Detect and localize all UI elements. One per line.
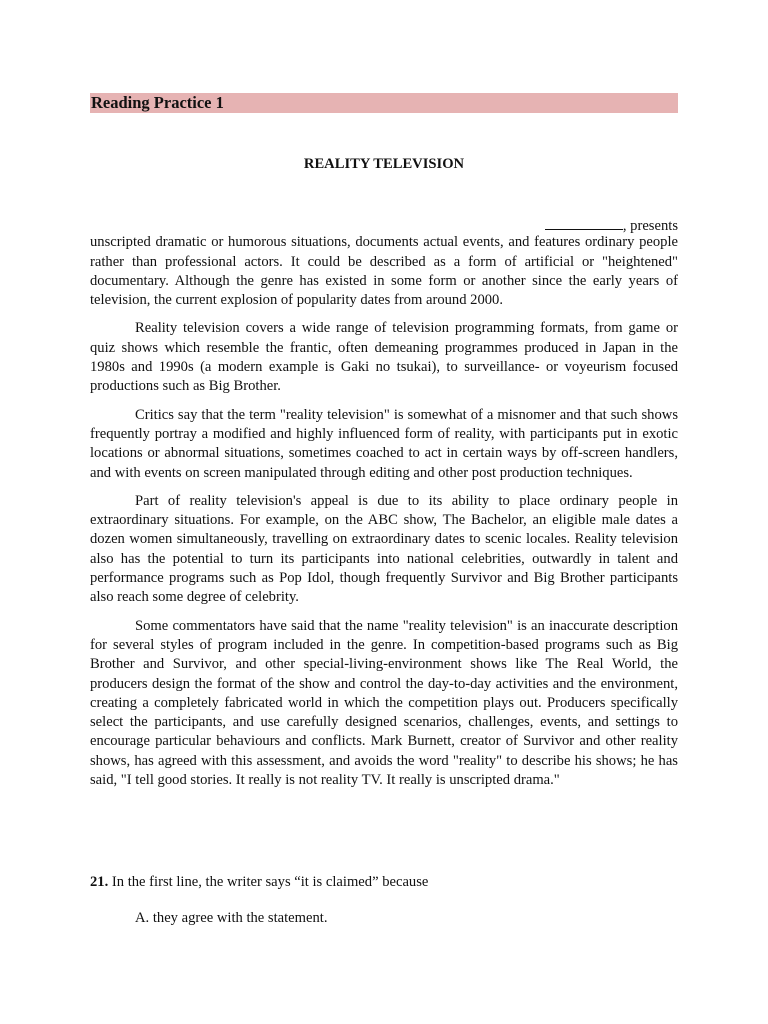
question-number: 21. <box>90 874 109 890</box>
article-title: REALITY TELEVISION <box>303 156 465 172</box>
paragraph-3: Critics say that the term "reality television" is somewhat of a misnomer and that such shows frequently portray a modified and highly influenced form of reality, with participants put in exotic locations or abnormal situations, sometimes coached to act in certain ways by off-screen handlers, and with events on screen manipulated through editing and other post production techniques. <box>90 406 678 481</box>
question-stem <box>90 873 678 892</box>
question-21 <box>90 873 678 929</box>
section-title: Reading Practice 1 <box>91 93 224 112</box>
question-text: In the first line, the writer says “it is claimed” because <box>108 874 429 890</box>
answer-blank <box>545 214 623 230</box>
paragraph-4: Part of reality television's appeal is due to its ability to place ordinary people in extraordinary situations. For example, on the ABC show, The Bachelor, an eligible male dates a dozen women simultaneously, travelling on extraordinary dates to scenic locales. Reality television also has the potential to turn its participants into national celebrities, outwardly in talent and performance programs such as Pop Idol, though frequently Survivor and Big Brother participants also reach some degree of celebrity. <box>90 492 678 606</box>
first-line <box>90 214 678 233</box>
article-body <box>90 214 678 799</box>
paragraph-1: unscripted dramatic or humorous situations, documents actual events, and features ordinary people rather than professional actors. It could be described as a form of artificial or "heightened" documentary. Although the genre has existed in some form or another since the early years of television, the current explosion of popularity dates from around 2000. <box>90 234 678 309</box>
paragraph-5: Some commentators have said that the name "reality television" is an inaccurate description for several styles of program included in the genre. In competition-based programs such as Big Brother and Survivor, and other special-living-environment shows like The Real World, the producers design the format of the show and control the day-to-day activities and the environment, creating a completely fabricated world in which the competition plays out. Producers specifically select the participants, and use carefully designed scenarios, challenges, events, and settings to encourage particular behaviours and conflicts. Mark Burnett, creator of Survivor and other reality shows, has agreed with this assessment, and avoids the word "reality" to describe his shows; he has said, "I tell good stories. It really is not reality TV. It really is unscripted drama." <box>90 617 678 789</box>
paragraph-2: Reality television covers a wide range of television programming formats, from game or quiz shows which resemble the frantic, often demeaning programmes produced in Japan in the 1980s and 1990s (a modern example is Gaki no tsukai), to surveillance- or voyeurism focused productions such as Big Brother. <box>90 320 678 395</box>
section-banner <box>90 93 678 113</box>
answer-option-a[interactable]: A. they agree with the statement. <box>135 910 328 927</box>
first-line-tail: , presents <box>622 218 678 234</box>
